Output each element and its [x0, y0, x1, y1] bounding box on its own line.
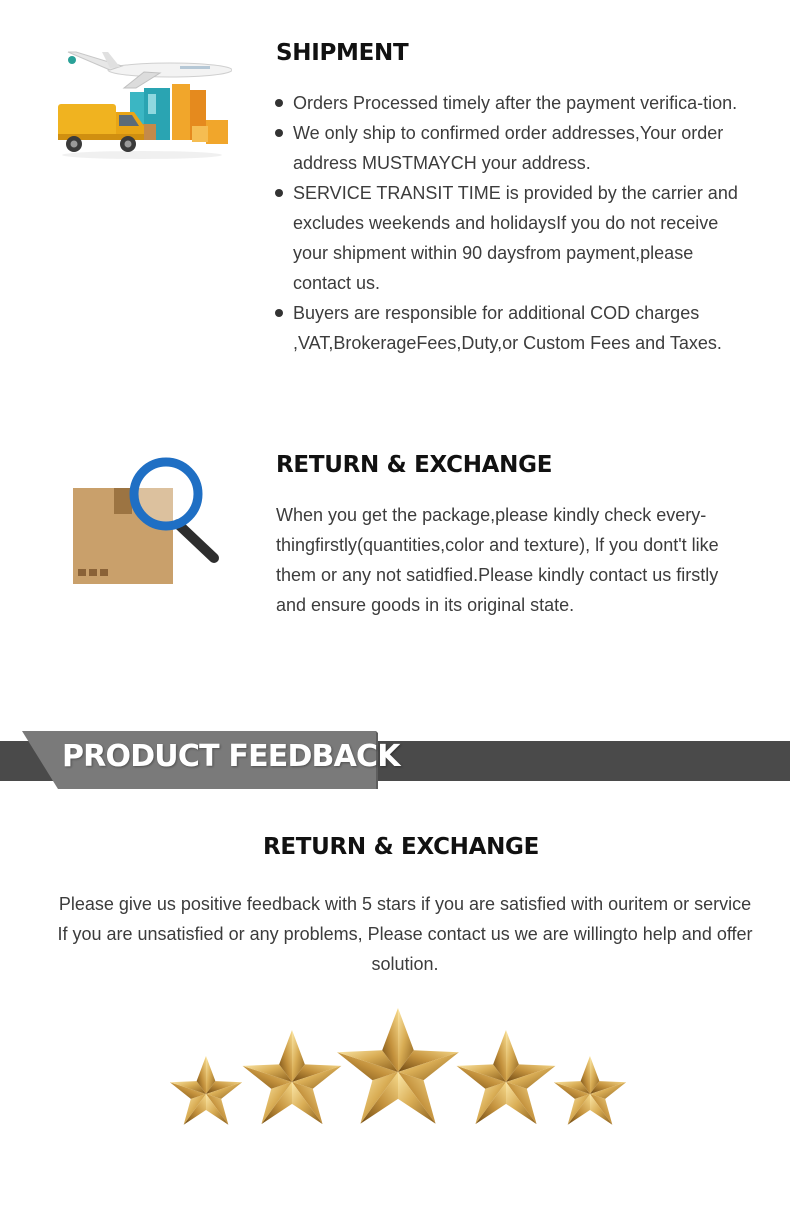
- return-title: RETURN & EXCHANGE: [276, 452, 553, 478]
- feedback-line-2: If you are unsatisfied or any problems, Please contact us we are willingto help and offer solution.: [57, 924, 753, 974]
- banner-label: PRODUCT FEEDBACK: [62, 739, 400, 774]
- list-item: Buyers are responsible for additional COD charges ,VAT,BrokerageFees,Duty,or Custom Fees and Taxes.: [275, 298, 753, 358]
- shipment-bullet-list: [275, 88, 753, 358]
- feedback-title: RETURN & EXCHANGE: [262, 834, 540, 860]
- shipment-title: SHIPMENT: [276, 40, 409, 66]
- list-item: Orders Processed timely after the payment verifica-tion.: [275, 88, 753, 118]
- gold-star-icon: [554, 1056, 626, 1125]
- five-star-rating: [166, 1002, 630, 1134]
- product-feedback-banner: [22, 731, 400, 789]
- gold-star-icon: [243, 1030, 342, 1124]
- list-item: SERVICE TRANSIT TIME is provided by the carrier and excludes weekends and holidaysIf you do not receive your shipment within 90 daysfrom payment,please contact us.: [275, 178, 753, 298]
- delivery-truck-plane-boxes-icon: [52, 42, 232, 160]
- gold-star-icon: [337, 1008, 459, 1124]
- shipment-illustration: [52, 42, 232, 160]
- return-description: When you get the package,please kindly check every-thingfirstly(quantities,color and texture), lf you dont't like them or any not satidfied.Please kindly contact us firstly and ensure goods in its original state.: [276, 505, 719, 615]
- return-illustration: [70, 454, 226, 588]
- gold-star-icon: [457, 1030, 556, 1124]
- list-item: We only ship to confirmed order addresses,Your order address MUSTMAYCH your address.: [275, 118, 753, 178]
- package-magnifier-icon: [70, 454, 226, 588]
- feedback-line-1: Please give us positive feedback with 5 stars if you are satisfied with ouritem or service: [58, 894, 752, 914]
- gold-star-icon: [170, 1056, 242, 1125]
